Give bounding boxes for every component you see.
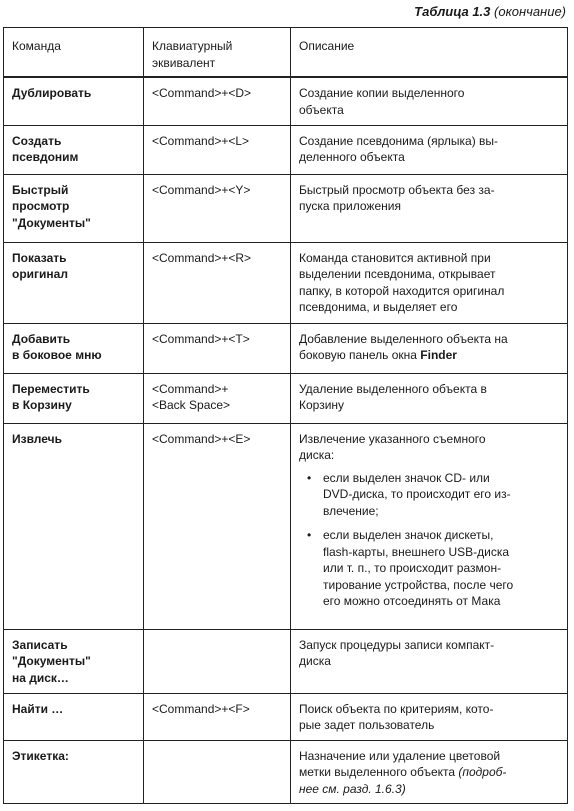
header-command: Команда: [4, 28, 144, 78]
shortcut-cell: <Command>+<R>: [144, 242, 291, 323]
description-cell: Быстрый просмотр объекта без за- пуска приложения: [291, 174, 568, 242]
table-caption: [414, 4, 566, 19]
table-header-row: [4, 28, 568, 78]
command-cell: Создать псевдоним: [4, 125, 144, 174]
command-cell: Этикетка:: [4, 740, 144, 803]
description-cell: Создание псевдонима (ярлыка) вы- деленного объекта: [291, 125, 568, 174]
table-caption-note: (окончание): [494, 4, 566, 19]
list-item: • если выделен значок дискеты, flash-карты, внешнего USB-диска или т. п., то происходит размон- тирование устройства, после чего его можно отсоединять от Мака: [307, 528, 514, 608]
description-cell: Извлечение указанного съемного диска: • если выделен значок CD- или DVD-диска, то происходит его из- влечение; • если выделен значок дискеты, flash-карты, внешнего USB-диска или т. п., то происходит размон- тирование устройства, после чего его можно отсоединять от Мака: [291, 423, 568, 629]
table-row: [4, 77, 568, 125]
command-cell: Извлечь: [4, 423, 144, 629]
description-cell: Назначение или удаление цветовой метки выделенного объекта (подроб- нее см. разд. 1.6.3): [291, 740, 568, 803]
shortcut-cell: <Command>+<E>: [144, 423, 291, 629]
table-row: [4, 174, 568, 242]
command-cell: Найти …: [4, 693, 144, 740]
shortcut-cell: <Command>+<F>: [144, 693, 291, 740]
description-cell: Удаление выделенного объекта в Корзину: [291, 373, 568, 423]
table-row: [4, 693, 568, 740]
table-caption-title: Таблица 1.3: [414, 4, 491, 19]
shortcuts-table: [3, 27, 568, 804]
shortcut-cell: <Command>+ <Back Space>: [144, 373, 291, 423]
bullet-list: [299, 470, 559, 610]
shortcut-cell: <Command>+<Y>: [144, 174, 291, 242]
description-cell: Команда становится активной при выделении псевдонима, открывает папку, в которой находится оригинал псевдонима, и выделяет его: [291, 242, 568, 323]
table-row: [4, 373, 568, 423]
shortcut-cell: <Command>+<D>: [144, 77, 291, 125]
description-cell: Создание копии выделенного объекта: [291, 77, 568, 125]
header-shortcut: Клавиатурный эквивалент: [144, 28, 291, 78]
header-description: Описание: [291, 28, 568, 78]
table-row: [4, 423, 568, 629]
command-cell: Показать оригинал: [4, 242, 144, 323]
list-item: • если выделен значок CD- или DVD-диска, то происходит его из- влечение;: [307, 470, 511, 518]
command-cell: Записать "Документы" на диск…: [4, 629, 144, 693]
table-row: [4, 125, 568, 174]
table-row: [4, 323, 568, 373]
bullet-icon: •: [307, 470, 312, 485]
description-cell: Добавление выделенного объекта на боковую панель окна Finder: [291, 323, 568, 373]
table-row: [4, 629, 568, 693]
bullet-icon: •: [307, 528, 312, 542]
shortcut-cell: <Command>+<L>: [144, 125, 291, 174]
description-cell: Запуск процедуры записи компакт- диска: [291, 629, 568, 693]
table-row: [4, 242, 568, 323]
command-cell: Быстрый просмотр "Документы": [4, 174, 144, 242]
shortcut-cell: <Command>+<T>: [144, 323, 291, 373]
command-cell: Дублировать: [4, 77, 144, 125]
table-row: [4, 740, 568, 803]
shortcut-cell: [144, 629, 291, 693]
finder-app-name: Finder: [420, 348, 457, 362]
command-cell: Переместить в Корзину: [4, 373, 144, 423]
shortcut-cell: [144, 740, 291, 803]
description-cell: Поиск объекта по критериям, кото- рые задет пользователь: [291, 693, 568, 740]
command-cell: Добавить в боковое мню: [4, 323, 144, 373]
